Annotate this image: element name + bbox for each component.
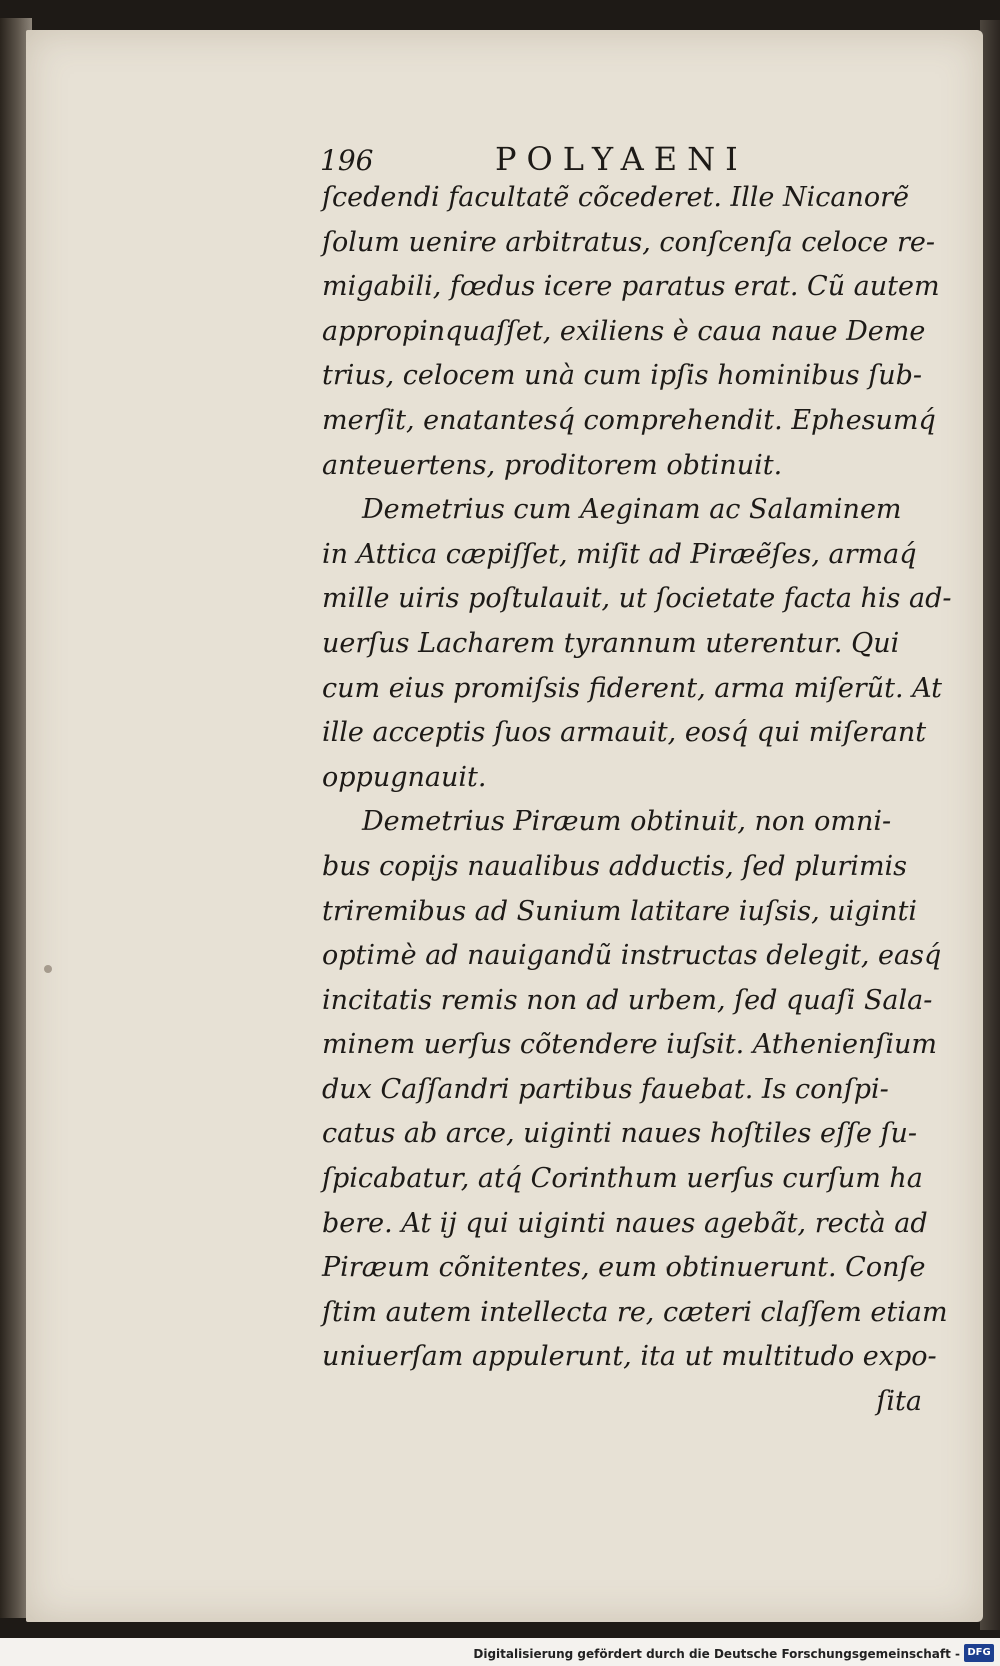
text-line: incitatis remis non ad urbem, ſed quaſi Sala- — [322, 984, 933, 1016]
text-line: appropinquaſſet, exiliens è caua naue Deme — [322, 315, 926, 347]
text-line: optimè ad nauigandũ instructas delegit, easq́ — [322, 940, 942, 972]
text-line: minem uerſus cõtendere iuſsit. Athenienſium — [322, 1029, 937, 1061]
text-line: oppugnauit. — [322, 761, 487, 793]
text-block — [322, 176, 952, 1425]
text-line: ſpicabatur, atq́ Corinthum uerſus curſum ha — [322, 1163, 923, 1195]
text-line: trius, celocem unà cum ipſis hominibus ſub- — [322, 360, 923, 392]
funding-credit: Digitalisierung gefördert durch die Deutsche Forschungsgemeinschaft - — [473, 1647, 960, 1661]
text-line: ille acceptis ſuos armauit, eosq́ qui miſerant — [322, 717, 927, 749]
text-line: ſcedendi facultatẽ cõcederet. Ille Nicanorẽ — [322, 182, 909, 213]
running-title: POLYAENI — [495, 140, 748, 178]
text-line: ſolum uenire arbitratus, conſcenſa celoce re- — [322, 226, 935, 258]
dfg-logo: DFG — [964, 1644, 994, 1662]
cover-edge — [980, 20, 1000, 1630]
text-line: triremibus ad Sunium latitare iuſsis, uiginti — [322, 895, 918, 927]
text-line: ſtim autem intellecta re, cæteri claſſem etiam — [322, 1296, 948, 1328]
text-line: catus ab arce, uiginti naues hoſtiles eſſe ſu- — [322, 1118, 918, 1150]
paragraph-start-line: Demetrius Piræum obtinuit, non omni- — [362, 806, 892, 838]
text-line: bus copijs naualibus adductis, ſed plurimis — [322, 850, 908, 882]
text-line: migabili, fœdus icere paratus erat. Cũ autem — [322, 271, 940, 303]
text-line: merſit, enatantesq́ comprehendit. Ephesumq́ — [322, 404, 936, 436]
catchword: ſita — [876, 1386, 922, 1418]
text-line: uerſus Lacharem tyrannum uterentur. Qui — [322, 627, 900, 659]
text-line: bere. At ij qui uiginti naues agebãt, rectà ad — [322, 1207, 928, 1239]
text-line: in Attica cæpiſſet, miſit ad Piræẽſes, armaq́ — [322, 538, 917, 570]
text-line: anteuertens, proditorem obtinuit. — [322, 449, 783, 481]
paragraph-start-line: Demetrius cum Aeginam ac Salaminem — [362, 494, 902, 526]
text-line: uniuerſam appulerunt, ita ut multitudo expo- — [322, 1341, 937, 1373]
text-line: dux Caſſandri partibus fauebat. Is conſpi- — [322, 1073, 889, 1105]
page-speck — [44, 965, 52, 973]
text-line: Piræum cõnitentes, eum obtinuerunt. Conſe — [322, 1252, 926, 1284]
footer-band — [0, 1638, 1000, 1666]
text-line: mille uiris poſtulauit, ut ſocietate facta his ad- — [322, 583, 952, 615]
text-line: cum eius promiſsis fiderent, arma miſerũt. At — [322, 672, 942, 704]
page-number: 196 — [320, 144, 374, 177]
